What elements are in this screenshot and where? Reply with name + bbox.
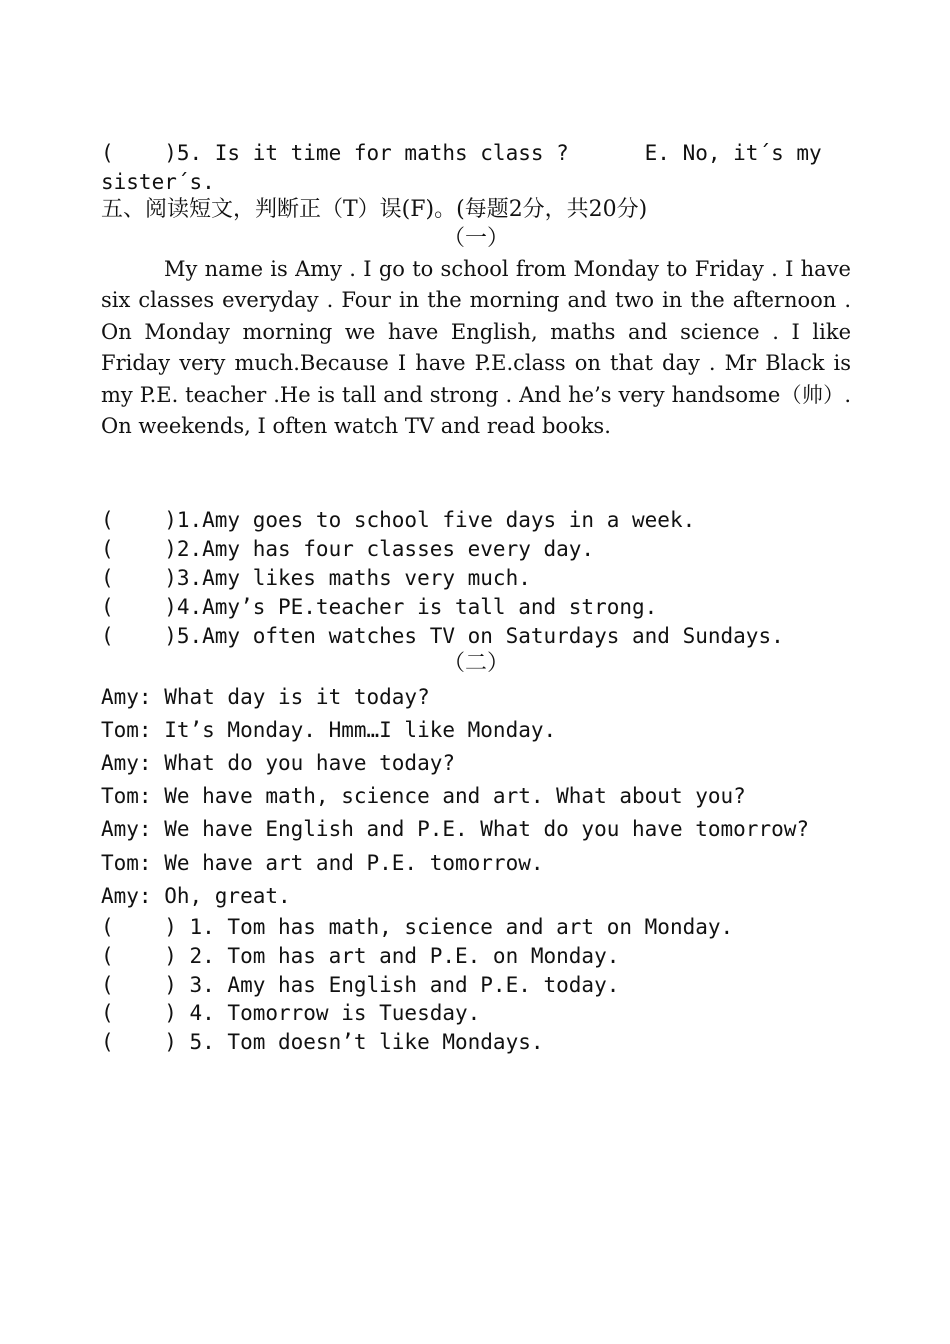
part1-question-2: ( )2.Amy has four classes every day. <box>101 537 595 561</box>
dialogue-line-3: Amy: What do you have today? <box>101 751 456 775</box>
part2-question-1: ( ) 1. Tom has math, science and art on Monday. <box>101 915 734 939</box>
part2-question-3: ( ) 3. Amy has English and P.E. today. <box>101 973 620 997</box>
part1-question-4: ( )4.Amy’s PE.teacher is tall and strong. <box>101 595 658 619</box>
part2-question-5: ( ) 5. Tom doesn’t like Mondays. <box>101 1030 544 1054</box>
part1-passage-text: My name is Amy . I go to school from Monday to Friday . I have six classes everyday . Four in the morning and two in the afternoon . On Monday morning we have English, maths and science . I like Friday very much.Because I have P.E.class on that day . Mr Black is my P.E. teacher .He is tall and strong . And he’s very handsome（帅）. On weekends, I often watch TV and read books. <box>101 257 851 439</box>
part1-passage <box>101 254 851 442</box>
dialogue-line-1: Amy: What day is it today? <box>101 685 430 709</box>
dialogue-line-6: Tom: We have art and P.E. tomorrow. <box>101 851 544 875</box>
part1-title: （一） <box>442 226 509 251</box>
dialogue-line-5: Amy: We have English and P.E. What do you have tomorrow? <box>101 817 810 841</box>
dialogue-line-4: Tom: We have math, science and art. What about you? <box>101 784 746 808</box>
part2-title: （二） <box>442 651 509 676</box>
dialogue-line-7: Amy: Oh, great. <box>101 884 291 908</box>
part1-question-1: ( )1.Amy goes to school five days in a week. <box>101 508 696 532</box>
part2-question-4: ( ) 4. Tomorrow is Tuesday. <box>101 1001 481 1025</box>
question-item-top-line2: sister´s. <box>101 170 215 194</box>
part1-question-3: ( )3.Amy likes maths very much. <box>101 566 531 590</box>
part1-question-5: ( )5.Amy often watches TV on Saturdays and Sundays. <box>101 624 784 648</box>
question-item-top-line1: ( )5. Is it time for maths class ? E. No, it´s my <box>101 141 822 165</box>
dialogue-line-2: Tom: It’s Monday. Hmm…I like Monday. <box>101 718 557 742</box>
section-heading: 五、阅读短文，判断正（T）误(F)。(每题2分，共20分) <box>101 197 648 222</box>
part2-question-2: ( ) 2. Tom has art and P.E. on Monday. <box>101 944 620 968</box>
